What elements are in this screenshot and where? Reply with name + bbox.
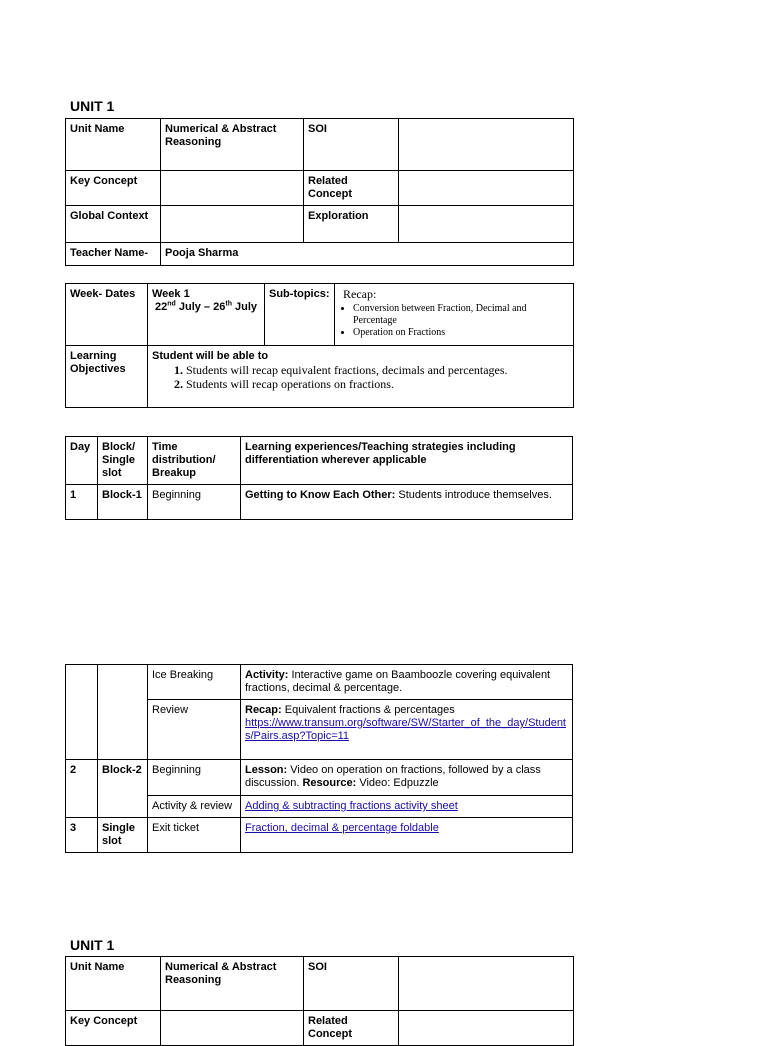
unit-name-value: Numerical & Abstract Reasoning <box>161 957 304 1011</box>
row-time: Ice Breaking <box>148 665 241 700</box>
row-block <box>98 665 148 760</box>
row-learning <box>241 818 573 853</box>
related-concept-value <box>399 1011 574 1046</box>
unit-heading: UNIT 1 <box>70 98 115 114</box>
row-learning <box>241 700 573 760</box>
related-concept-value <box>399 171 574 206</box>
row-block: Block-1 <box>98 485 148 520</box>
learning-lead: Activity: <box>245 669 289 681</box>
week-table <box>65 283 574 408</box>
global-context-value <box>161 206 304 243</box>
resource-text: Video: Edpuzzle <box>356 777 439 789</box>
learning-text: Video on operation on fractions, followed by a class discussion. <box>245 764 541 789</box>
learning-objectives-cell <box>148 346 574 408</box>
foldable-link[interactable]: Fraction, decimal & percentage foldable <box>245 822 439 834</box>
exploration-label: Exploration <box>304 206 399 243</box>
date-start-month: July – 26 <box>175 301 226 313</box>
teacher-name-label: Teacher Name- <box>66 243 161 266</box>
unit-details-table <box>65 956 574 1046</box>
soi-label: SOI <box>304 957 399 1011</box>
date-end-sup: th <box>225 300 232 308</box>
row-time: Activity & review <box>148 796 241 818</box>
resource-lead: Resource: <box>302 777 357 789</box>
objectives-intro: Student will be able to <box>152 350 269 362</box>
learning-lead: Getting to Know Each Other: <box>245 489 396 501</box>
row-block: Single slot <box>98 818 148 853</box>
soi-value <box>399 119 574 171</box>
unit-name-value: Numerical & Abstract Reasoning <box>161 119 304 171</box>
lesson-plan-table <box>65 436 573 520</box>
learning-lead: Lesson: <box>245 764 288 776</box>
subtopics-cell <box>335 284 574 346</box>
learning-objectives-label: Learning Objectives <box>66 346 148 408</box>
header-learning: Learning experiences/Teaching strategies including differentiation wherever applicable <box>241 437 573 485</box>
key-concept-label: Key Concept <box>66 171 161 206</box>
key-concept-value <box>161 171 304 206</box>
row-day: 3 <box>66 818 98 853</box>
key-concept-label: Key Concept <box>66 1011 161 1046</box>
unit-name-label: Unit Name <box>66 119 161 171</box>
week-dates-label: Week- Dates <box>66 284 148 346</box>
header-block: Block/ Single slot <box>98 437 148 485</box>
header-time: Time distribution/ Breakup <box>148 437 241 485</box>
row-day <box>66 665 98 760</box>
related-concept-label: Related Concept <box>304 171 399 206</box>
row-time: Exit ticket <box>148 818 241 853</box>
row-time: Beginning <box>148 760 241 796</box>
row-learning <box>241 665 573 700</box>
row-learning <box>241 796 573 818</box>
soi-value <box>399 957 574 1011</box>
row-day: 1 <box>66 485 98 520</box>
subtopic-item: • Conversion between Fraction, Decimal and Percentage <box>353 303 569 327</box>
learning-lead: Recap: <box>245 704 282 716</box>
objective-item: 1. Students will recap equivalent fractions, decimals and percentages. <box>186 363 569 377</box>
subtopic-item: • Operation on Fractions <box>353 327 569 339</box>
header-day: Day <box>66 437 98 485</box>
learning-text: Interactive game on Baamboozle covering equivalent fractions, decimal & percentage. <box>245 669 551 694</box>
row-time: Review <box>148 700 241 760</box>
date-start-sup: nd <box>167 300 176 308</box>
unit-heading: UNIT 1 <box>70 937 115 953</box>
row-learning <box>241 760 573 796</box>
date-start-day: 22 <box>155 301 168 313</box>
row-block: Block-2 <box>98 760 148 818</box>
week-date-range <box>152 301 260 314</box>
unit-details-table <box>65 118 574 266</box>
activity-sheet-link[interactable]: Adding & subtracting fractions activity sheet <box>245 800 458 812</box>
row-day: 2 <box>66 760 98 818</box>
lesson-plan-table-continued <box>65 664 573 853</box>
learning-text: Students introduce themselves. <box>395 489 552 501</box>
soi-label: SOI <box>304 119 399 171</box>
transum-link[interactable]: https://www.transum.org/software/SW/Starter_of_the_day/Students/Pairs.asp?Topic=11 <box>245 717 566 742</box>
key-concept-value <box>161 1011 304 1046</box>
global-context-label: Global Context <box>66 206 161 243</box>
week-title: Week 1 <box>152 288 190 300</box>
week-dates-value <box>148 284 265 346</box>
objective-item: 2. Students will recap operations on fractions. <box>186 377 569 391</box>
related-concept-label: Related Concept <box>304 1011 399 1046</box>
teacher-name-value: Pooja Sharma <box>161 243 574 266</box>
row-learning <box>241 485 573 520</box>
date-end-month: July <box>231 301 258 313</box>
learning-text: Equivalent fractions & percentages <box>281 704 455 716</box>
subtopics-label: Sub-topics: <box>265 284 335 346</box>
row-time: Beginning <box>148 485 241 520</box>
unit-name-label: Unit Name <box>66 957 161 1011</box>
exploration-value <box>399 206 574 243</box>
recap-label: Recap: <box>343 287 377 301</box>
subtopics-list <box>339 303 569 339</box>
objectives-list <box>152 363 569 391</box>
